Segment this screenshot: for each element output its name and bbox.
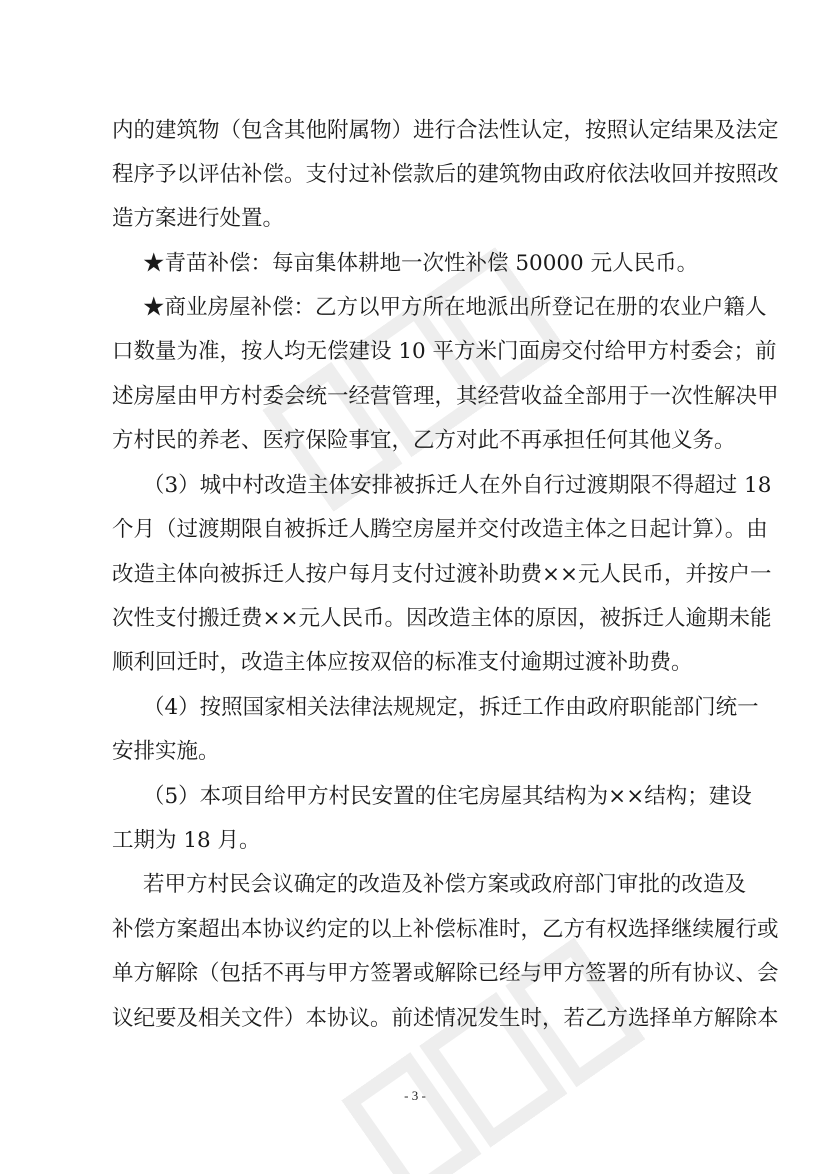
text-line: 程序予以评估补偿。支付过补偿款后的建筑物由政府依法收回并按照改 xyxy=(112,162,779,187)
text-line: 补偿方案超出本协议约定的以上补偿标准时，乙方有权选择继续履行或 xyxy=(112,917,779,942)
text-line: 述房屋由甲方村委会统一经营管理，其经营收益全部用于一次性解决甲 xyxy=(112,384,779,409)
text-line: ★青苗补偿：每亩集体耕地一次性补偿 50000 元人民币。 xyxy=(143,251,699,276)
text-line: （3）城中村改造主体安排被拆迁人在外自行过渡期限不得超过 18 xyxy=(143,473,772,498)
text-line: ★商业房屋补偿：乙方以甲方所在地派出所登记在册的农业户籍人 xyxy=(143,295,767,320)
text-line: 单方解除（包括不再与甲方签署或解除已经与甲方签署的所有协议、会 xyxy=(112,961,779,986)
text-line: （4）按照国家相关法律法规规定，拆迁工作由政府职能部门统一 xyxy=(143,695,759,720)
text-line: 造方案进行处置。 xyxy=(112,206,285,231)
text-line: 口数量为准，按人均无偿建设 10 平方米门面房交付给甲方村委会；前 xyxy=(112,339,777,364)
text-line: 改造主体向被拆迁人按户每月支付过渡补助费××元人民币，并按户一 xyxy=(112,562,772,587)
text-line: 顺利回迁时，改造主体应按双倍的标准支付逾期过渡补助费。 xyxy=(112,650,693,675)
text-line: 议纪要及相关文件）本协议。前述情况发生时，若乙方选择单方解除本 xyxy=(112,1006,779,1031)
text-line: 工期为 18 月。 xyxy=(112,828,261,853)
text-line: 内的建筑物（包含其他附属物）进行合法性认定，按照认定结果及法定 xyxy=(112,118,779,143)
text-line: 方村民的养老、医疗保险事宜，乙方对此不再承担任何其他义务。 xyxy=(112,428,736,453)
text-line: 次性支付搬迁费××元人民币。因改造主体的原因，被拆迁人逾期未能 xyxy=(112,606,772,631)
text-line: （5）本项目给甲方村民安置的住宅房屋其结构为××结构；建设 xyxy=(143,784,752,809)
page-number: - 3 - xyxy=(404,1088,426,1103)
text-line: 若甲方村民会议确定的改造及补偿方案或政府部门审批的改造及 xyxy=(143,872,746,897)
text-line: 安排实施。 xyxy=(112,739,220,764)
text-line: 个月（过渡期限自被拆迁人腾空房屋并交付改造主体之日起计算）。由 xyxy=(112,517,768,542)
